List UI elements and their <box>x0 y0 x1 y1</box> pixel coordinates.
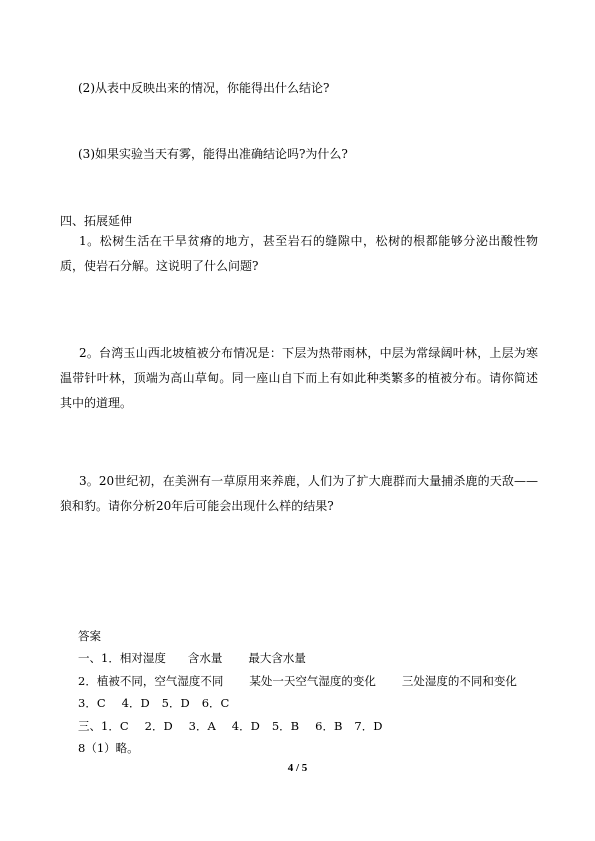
answer-item: 4．D <box>231 719 260 733</box>
extension-question-2: 2。台湾玉山西北坡植被分布情况是：下层为热带雨林，中层为常绿阔叶林，上层为寒温带针叶林，顶端为高山草甸。同一座山自下而上有如此种类繁多的植被分布。请你简述其中的道理。 <box>60 346 538 410</box>
answer-item: 三、1．C <box>78 719 129 733</box>
answer-item: 7．D <box>354 719 383 733</box>
answer-line-4 <box>78 719 382 733</box>
question-3-3: (3)如果实验当天有雾，能得出准确结论吗?为什么? <box>78 147 348 161</box>
answer-line-2 <box>78 674 517 688</box>
answer-item: 某处一天空气湿度的变化 <box>249 674 376 688</box>
page-number: 4 / 5 <box>287 762 308 774</box>
extension-question-3: 3。20世纪初，在美洲有一草原用来养鹿，人们为了扩大鹿群而大量捕杀鹿的天敌——狼和豹。请你分析20年后可能会出现什么样的结果? <box>60 474 538 513</box>
answer-item: 含水量 <box>187 651 223 665</box>
answer-line-3 <box>78 696 229 710</box>
answer-item: 2．D <box>144 719 173 733</box>
answer-line-1 <box>78 651 306 665</box>
answer-item: 5．D <box>161 696 190 710</box>
answer-item: 3．A <box>188 719 216 733</box>
answer-item: 最大含水量 <box>248 651 306 665</box>
answer-item: 4．D <box>121 696 150 710</box>
answer-line-5: 8（1）略。 <box>78 741 139 755</box>
answer-item: 3．C <box>78 696 106 710</box>
extension-question-1: 1。松树生活在干旱贫瘠的地方，甚至岩石的缝隙中，松树的根都能够分泌出酸性物质，使岩石分解。这说明了什么问题? <box>60 234 538 273</box>
answers-heading: 答案 <box>78 629 101 643</box>
answer-item: 2．植被不同，空气湿度不同 <box>78 674 224 688</box>
answer-item: 三处湿度的不同和变化 <box>401 674 517 688</box>
answer-item: 5．B <box>271 719 300 733</box>
answer-item: 一、1．相对湿度 <box>78 651 166 665</box>
section-heading-extension: 四、拓展延伸 <box>60 214 133 228</box>
answer-item: 6．C <box>201 696 230 710</box>
answer-item: 6．B <box>315 719 343 733</box>
question-3-2: (2)从表中反映出来的情况，你能得出什么结论? <box>78 81 330 95</box>
